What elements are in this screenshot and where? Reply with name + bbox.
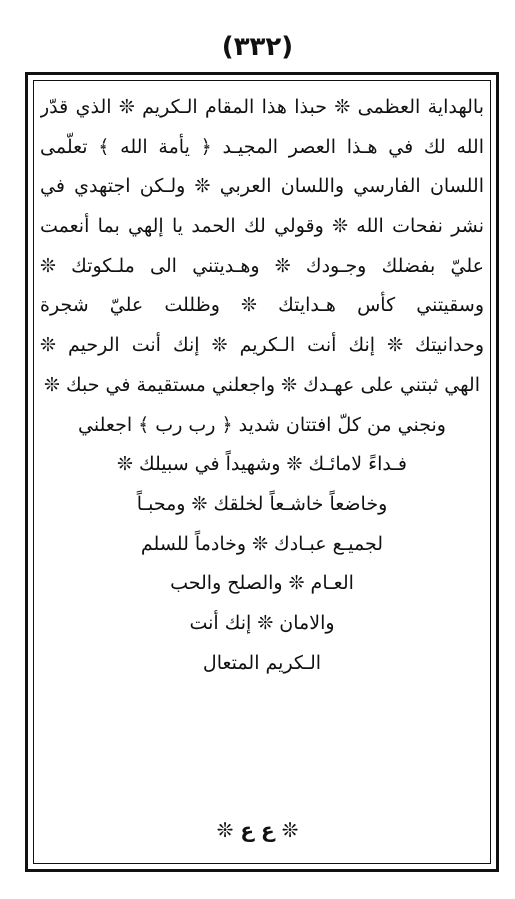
page-number: (٣٣٢) <box>221 32 294 62</box>
text-line: الـكريم المتعال <box>202 651 322 674</box>
closing-ornament: ❊ ع ع ❊ <box>216 818 299 842</box>
text-line: وسقيتني كأس هـدايتك ❊ وظللت عليّ شجرة <box>40 294 484 317</box>
text-line: نشر نفحات الله ❊ وقولي لك الحمد يا إلهي بما أنعمت <box>40 215 484 238</box>
text-line: بالهداية العظمى ❊ حبذا هذا المقام الـكريم ❊ الذي قدّر <box>40 96 484 118</box>
text-line: عليّ بفضلك وجـودك ❊ وهـديتني الى ملـكوتك ❊ <box>40 254 484 277</box>
text-line: فـداءً لامائـك ❊ وشهيداً في سبيلك ❊ <box>116 453 408 476</box>
text-line: الله لك في هـذا العصر المجيـد ﴿ يأمة الله ﴾ تعلّمى <box>40 135 484 158</box>
text-line: ونجني من كلّ افتتان شديد ﴿ رب رب ﴾ اجعلني <box>78 413 446 436</box>
text-line: لجميـع عبـادك ❊ وخادماً للسلم <box>140 532 384 555</box>
text-line: اللسان الفارسي واللسان العربي ❊ ولـكن اجتهدي في <box>40 175 484 198</box>
text-line: وحدانيتك ❊ إنك أنت الـكريم ❊ إنك أنت الرحيم ❊ <box>40 334 484 357</box>
text-line: وخاضعاً خاشـعاً لخلقك ❊ ومحبـاً <box>136 492 388 515</box>
text-line: الهي ثبتني على عهـدك ❊ واجعلني مستقيمة في حبك ❊ <box>44 373 480 396</box>
prayer-text <box>40 88 484 683</box>
text-line: والامان ❊ إنك أنت <box>189 611 335 634</box>
text-line: العـام ❊ والصلح والحب <box>170 572 354 595</box>
